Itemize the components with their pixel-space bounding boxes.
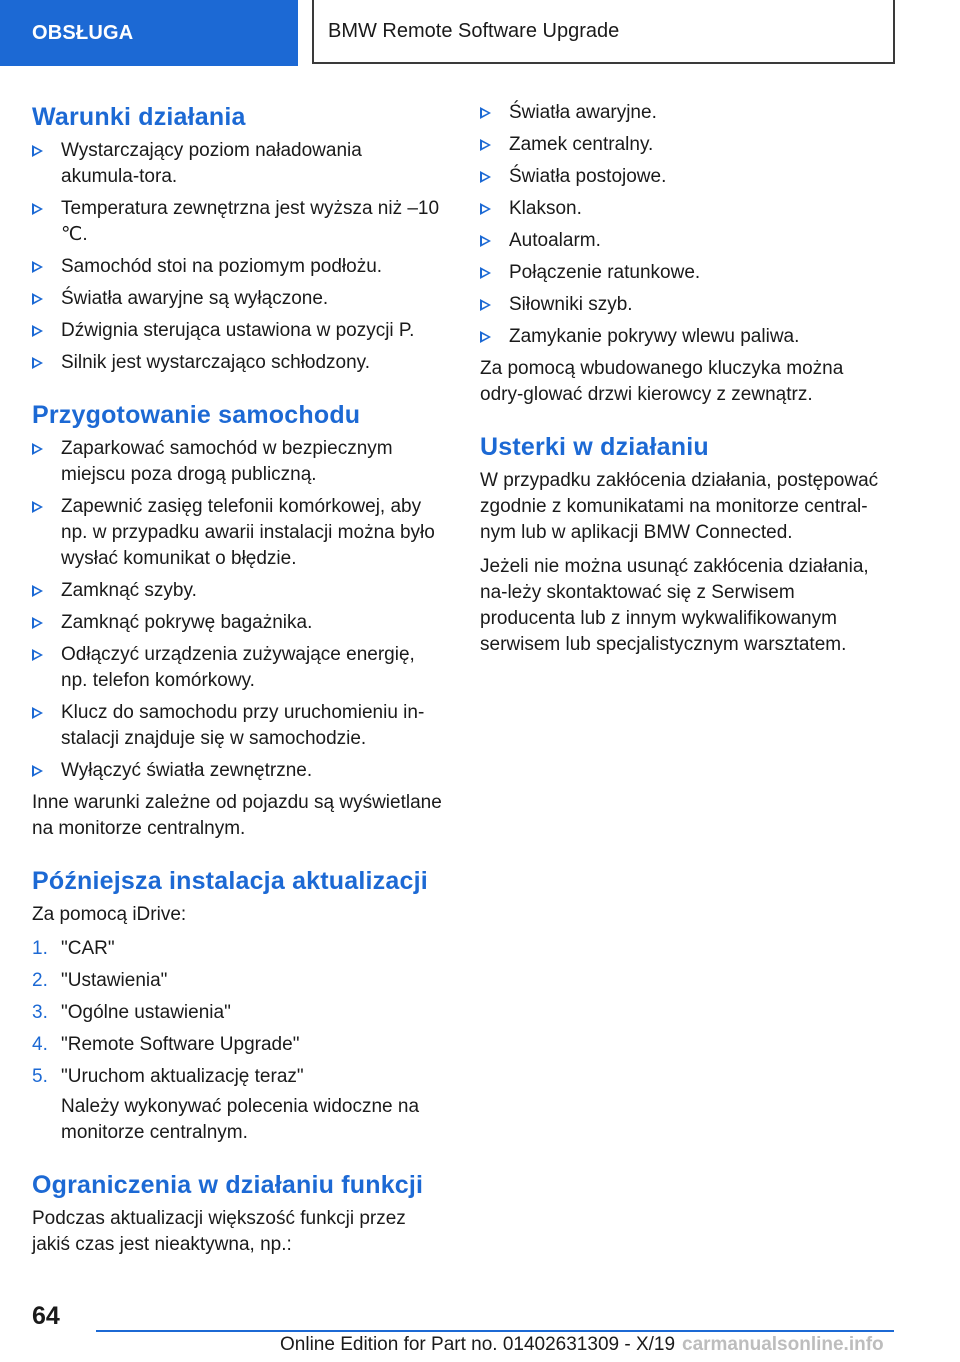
paragraph: Za pomocą wbudowanego kluczyka można odry-glować drzwi kierowcy z zewnątrz. bbox=[480, 358, 844, 405]
preparation-list bbox=[32, 436, 442, 784]
heading-warunki: Warunki działania bbox=[32, 103, 246, 131]
step-number: 2. bbox=[32, 970, 48, 991]
section-tab: OBSŁUGA bbox=[0, 0, 298, 66]
list-item: Samochód stoi na poziomym podłożu. bbox=[32, 254, 442, 280]
paragraph: W przypadku zakłócenia działania, postępować zgodnie z komunikatami na monitorze central-nym lub w aplikacji BMW Connected. bbox=[480, 470, 879, 543]
triangle-bullet-icon bbox=[32, 585, 43, 597]
triangle-bullet-icon bbox=[32, 501, 43, 513]
list-item: Połączenie ratunkowe. bbox=[480, 260, 890, 286]
triangle-bullet-icon bbox=[480, 203, 491, 215]
footer-divider bbox=[96, 1330, 894, 1332]
list-item: Światła postojowe. bbox=[480, 164, 890, 190]
triangle-bullet-icon bbox=[32, 357, 43, 369]
triangle-bullet-icon bbox=[32, 203, 43, 215]
list-item: Dźwignia sterująca ustawiona w pozycji P. bbox=[32, 318, 442, 344]
heading-usterki: Usterki w działaniu bbox=[480, 433, 709, 461]
heading-przygotowanie: Przygotowanie samochodu bbox=[32, 401, 361, 429]
paragraph: Za pomocą iDrive: bbox=[32, 904, 187, 925]
heading-ograniczenia: Ograniczenia w działaniu funkcji bbox=[32, 1171, 424, 1199]
paragraph: Podczas aktualizacji większość funkcji przez jakiś czas jest nieaktywna, np.: bbox=[32, 1208, 406, 1255]
list-item: Zamknąć pokrywę bagażnika. bbox=[32, 610, 442, 636]
heading-instalacja: Późniejsza instalacja aktualizacji bbox=[32, 867, 428, 895]
triangle-bullet-icon bbox=[480, 299, 491, 311]
triangle-bullet-icon bbox=[32, 649, 43, 661]
list-item: Światła awaryjne. bbox=[480, 100, 890, 126]
left-column bbox=[32, 100, 442, 1266]
right-column bbox=[480, 100, 890, 666]
list-item: Siłowniki szyb. bbox=[480, 292, 890, 318]
list-item: Zapewnić zasięg telefonii komórkowej, aby np. w przypadku awarii instalacji można było wysłać komunikat o błędzie. bbox=[32, 494, 442, 572]
triangle-bullet-icon bbox=[480, 139, 491, 151]
triangle-bullet-icon bbox=[480, 331, 491, 343]
step-number: 3. bbox=[32, 1002, 48, 1023]
step-item: 2. "Ustawienia" bbox=[32, 968, 442, 994]
step-number: 5. bbox=[32, 1066, 48, 1087]
triangle-bullet-icon bbox=[32, 325, 43, 337]
triangle-bullet-icon bbox=[32, 707, 43, 719]
step-item: 3. "Ogólne ustawienia" bbox=[32, 1000, 442, 1026]
triangle-bullet-icon bbox=[32, 261, 43, 273]
step-note: Należy wykonywać polecenia widoczne na monitorze centralnym. bbox=[61, 1096, 420, 1143]
triangle-bullet-icon bbox=[480, 267, 491, 279]
triangle-bullet-icon bbox=[32, 145, 43, 157]
list-item: Zamek centralny. bbox=[480, 132, 890, 158]
triangle-bullet-icon bbox=[32, 617, 43, 629]
list-item: Autoalarm. bbox=[480, 228, 890, 254]
step-item: 1. "CAR" bbox=[32, 936, 442, 962]
triangle-bullet-icon bbox=[32, 443, 43, 455]
list-item: Światła awaryjne są wyłączone. bbox=[32, 286, 442, 312]
step-number: 4. bbox=[32, 1034, 48, 1055]
watermark: carmanualsonline.info bbox=[682, 1334, 884, 1355]
list-item: Silnik jest wystarczająco schłodzony. bbox=[32, 350, 442, 376]
list-item: Temperatura zewnętrzna jest wyższa niż –10 ℃. bbox=[32, 196, 442, 248]
list-item: Odłączyć urządzenia zużywające energię, np. telefon komórkowy. bbox=[32, 642, 442, 694]
conditions-list bbox=[32, 138, 442, 376]
list-item: Klucz do samochodu przy uruchomieniu in-stalacji znajduje się w samochodzie. bbox=[32, 700, 442, 752]
list-item: Wystarczający poziom naładowania akumula-tora. bbox=[32, 138, 442, 190]
triangle-bullet-icon bbox=[480, 107, 491, 119]
triangle-bullet-icon bbox=[32, 293, 43, 305]
triangle-bullet-icon bbox=[32, 765, 43, 777]
step-item: 5. "Uruchom aktualizację teraz" bbox=[32, 1064, 442, 1090]
inactive-functions-list bbox=[480, 100, 890, 350]
list-item: Wyłączyć światła zewnętrzne. bbox=[32, 758, 442, 784]
paragraph: Jeżeli nie można usunąć zakłócenia działania, na-leży skontaktować się z Serwisem producenta lub z innym wykwalifikowanym serwisem lub specjalistycznym warsztatem. bbox=[480, 556, 869, 655]
list-item: Zaparkować samochód w bezpiecznym miejscu poza drogą publiczną. bbox=[32, 436, 442, 488]
step-number: 1. bbox=[32, 938, 48, 959]
list-item: Klakson. bbox=[480, 196, 890, 222]
footer-edition: Online Edition for Part no. 01402631309 - X/19 bbox=[280, 1334, 676, 1355]
steps-list bbox=[32, 936, 442, 1090]
triangle-bullet-icon bbox=[480, 171, 491, 183]
triangle-bullet-icon bbox=[480, 235, 491, 247]
list-item: Zamknąć szyby. bbox=[32, 578, 442, 604]
paragraph: Inne warunki zależne od pojazdu są wyświetlane na monitorze centralnym. bbox=[32, 792, 442, 839]
page-number: 64 bbox=[32, 1302, 60, 1330]
list-item: Zamykanie pokrywy wlewu paliwa. bbox=[480, 324, 890, 350]
step-item: 4. "Remote Software Upgrade" bbox=[32, 1032, 442, 1058]
chapter-title: BMW Remote Software Upgrade bbox=[312, 0, 895, 64]
